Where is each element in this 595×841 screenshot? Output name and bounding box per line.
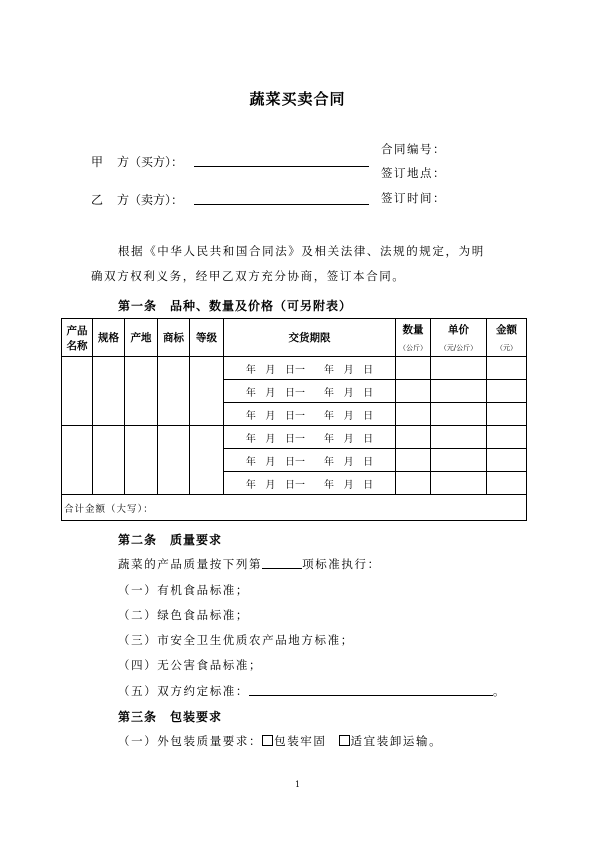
cell-price[interactable] [431, 449, 487, 472]
party-b-label [91, 191, 183, 208]
header-amount: 金额 [487, 319, 527, 341]
cell-amount[interactable] [487, 449, 527, 472]
quality-intro: 蔬菜的产品质量按下列第 项标准执行： [118, 557, 381, 571]
cell-price[interactable] [431, 426, 487, 449]
header-grade: 等级 [190, 319, 224, 357]
header-product: 产品 名称 [62, 319, 93, 357]
cell-qty[interactable] [396, 426, 431, 449]
packaging-sturdy-checkbox[interactable] [262, 735, 273, 746]
quality-item-2: （二）绿色食品标准； [118, 608, 249, 622]
packaging-line-1: （一）外包装质量要求： 包装牢固 适宜装卸运输。 [118, 734, 443, 748]
cell-spec[interactable] [93, 426, 125, 495]
header-price: 单价 [431, 319, 487, 341]
party-a-name-field[interactable] [194, 152, 369, 167]
cell-grade[interactable] [190, 426, 224, 495]
sign-place-label: 签订地点： [381, 166, 446, 180]
intro-line-1: 根据《中华人民共和国合同法》及相关法律、法规的规定，为明 [118, 244, 485, 258]
total-amount-label[interactable]: 合计金额（大写）： [62, 495, 527, 521]
contract-number-label: 合同编号： [381, 142, 446, 156]
table-row [62, 426, 527, 449]
cell-price[interactable] [431, 357, 487, 380]
cell-qty[interactable] [396, 403, 431, 426]
article-1-title: 第一条 品种、数量及价格（可另附表） [118, 299, 353, 313]
qty-unit: （公斤） [396, 341, 431, 357]
cell-price[interactable] [431, 380, 487, 403]
delivery-date-range[interactable]: 年 月 日一 年 月 日 [224, 403, 396, 426]
delivery-date-range[interactable]: 年 月 日一 年 月 日 [224, 426, 396, 449]
party-a-label [91, 153, 183, 170]
header-qty: 数量 [396, 319, 431, 341]
agreed-standard-field[interactable] [249, 684, 493, 696]
cell-amount[interactable] [487, 380, 527, 403]
cell-price[interactable] [431, 472, 487, 495]
cell-spec[interactable] [93, 357, 125, 426]
cell-qty[interactable] [396, 357, 431, 380]
table-header-row [62, 319, 527, 341]
contract-title: 蔬菜买卖合同 [249, 90, 346, 108]
cell-origin[interactable] [125, 426, 158, 495]
cell-qty[interactable] [396, 380, 431, 403]
party-b-char: 乙 [91, 193, 104, 207]
header-delivery: 交货期限 [224, 319, 396, 357]
table-row [62, 357, 527, 380]
product-table [61, 318, 527, 521]
party-a-char: 甲 [91, 155, 104, 169]
price-unit: （元/公斤） [431, 341, 487, 357]
page-number: 1 [294, 780, 301, 789]
cell-amount[interactable] [487, 403, 527, 426]
cell-price[interactable] [431, 403, 487, 426]
cell-amount[interactable] [487, 357, 527, 380]
cell-amount[interactable] [487, 472, 527, 495]
cell-product[interactable] [62, 426, 93, 495]
header-brand: 商标 [158, 319, 190, 357]
total-row [62, 495, 527, 521]
intro-line-2: 确双方权利义务，经甲乙双方充分协商，签订本合同。 [91, 269, 406, 283]
cell-origin[interactable] [125, 357, 158, 426]
amount-unit: （元） [487, 341, 527, 357]
sign-time-label: 签订时间： [381, 191, 446, 205]
article-2-title: 第二条 质量要求 [118, 533, 223, 547]
header-origin: 产地 [125, 319, 158, 357]
quality-item-5: （五）双方约定标准： 。 [118, 684, 507, 698]
delivery-date-range[interactable]: 年 月 日一 年 月 日 [224, 357, 396, 380]
party-b-role: 方（卖方）： [117, 193, 184, 207]
party-a-role: 方（买方）： [117, 155, 184, 169]
cell-qty[interactable] [396, 449, 431, 472]
standard-number-field[interactable] [262, 557, 302, 569]
quality-item-1: （一）有机食品标准； [118, 583, 249, 597]
header-spec: 规格 [93, 319, 125, 357]
cell-qty[interactable] [396, 472, 431, 495]
cell-product[interactable] [62, 357, 93, 426]
packaging-transport-checkbox[interactable] [339, 735, 350, 746]
party-b-name-field[interactable] [194, 190, 369, 205]
cell-brand[interactable] [158, 357, 190, 426]
quality-item-3: （三）市安全卫生优质农产品地方标准； [118, 633, 354, 647]
quality-item-4: （四）无公害食品标准； [118, 658, 263, 672]
delivery-date-range[interactable]: 年 月 日一 年 月 日 [224, 380, 396, 403]
delivery-date-range[interactable]: 年 月 日一 年 月 日 [224, 449, 396, 472]
article-3-title: 第三条 包装要求 [118, 710, 223, 724]
cell-amount[interactable] [487, 426, 527, 449]
cell-brand[interactable] [158, 426, 190, 495]
cell-grade[interactable] [190, 357, 224, 426]
delivery-date-range[interactable]: 年 月 日一 年 月 日 [224, 472, 396, 495]
